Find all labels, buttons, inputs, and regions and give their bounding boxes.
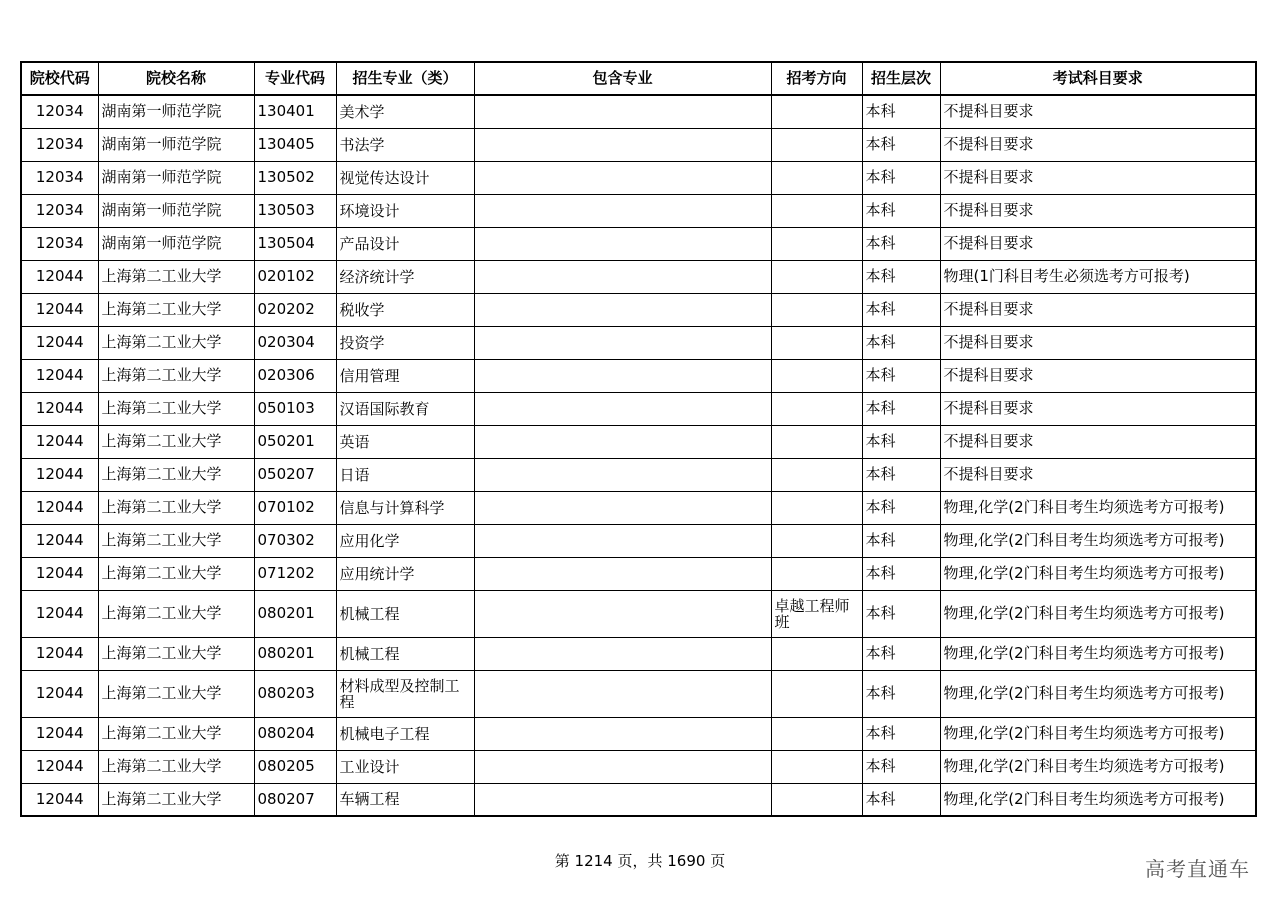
- cell-direction: [771, 458, 862, 491]
- table-row: [21, 717, 1256, 750]
- cell-major-code: 080204: [254, 717, 336, 750]
- cell-school-code: 12034: [21, 194, 98, 227]
- cell-level: 本科: [862, 359, 940, 392]
- header-major: 招生专业（类）: [336, 62, 474, 95]
- cell-level: 本科: [862, 260, 940, 293]
- cell-direction: [771, 425, 862, 458]
- cell-requirement: 不提科目要求: [940, 95, 1256, 128]
- table-row: [21, 194, 1256, 227]
- cell-school-name: 上海第二工业大学: [98, 392, 254, 425]
- table-row: [21, 227, 1256, 260]
- header-level: 招生层次: [862, 62, 940, 95]
- cell-includes: [474, 359, 771, 392]
- cell-level: 本科: [862, 557, 940, 590]
- header-school-code: 院校代码: [21, 62, 98, 95]
- cell-requirement: 物理,化学(2门科目考生均须选考方可报考): [940, 783, 1256, 816]
- cell-major-code: 130502: [254, 161, 336, 194]
- cell-major: 产品设计: [336, 227, 474, 260]
- cell-direction: [771, 326, 862, 359]
- cell-direction: [771, 557, 862, 590]
- cell-major-code: 070302: [254, 524, 336, 557]
- cell-school-code: 12044: [21, 425, 98, 458]
- cell-direction: [771, 194, 862, 227]
- cell-school-code: 12044: [21, 359, 98, 392]
- cell-major: 机械工程: [336, 637, 474, 670]
- header-major-code: 专业代码: [254, 62, 336, 95]
- cell-includes: [474, 326, 771, 359]
- table-row: [21, 524, 1256, 557]
- cell-major: 应用统计学: [336, 557, 474, 590]
- cell-requirement: 物理,化学(2门科目考生均须选考方可报考): [940, 524, 1256, 557]
- table-row: [21, 458, 1256, 491]
- cell-school-code: 12044: [21, 326, 98, 359]
- cell-school-code: 12044: [21, 524, 98, 557]
- cell-level: 本科: [862, 491, 940, 524]
- cell-direction: [771, 95, 862, 128]
- cell-major-code: 080205: [254, 750, 336, 783]
- cell-requirement: 不提科目要求: [940, 326, 1256, 359]
- table-row: [21, 293, 1256, 326]
- table-row: [21, 670, 1256, 717]
- cell-includes: [474, 425, 771, 458]
- cell-requirement: 物理,化学(2门科目考生均须选考方可报考): [940, 717, 1256, 750]
- cell-major: 美术学: [336, 95, 474, 128]
- cell-school-code: 12044: [21, 590, 98, 637]
- cell-school-name: 上海第二工业大学: [98, 717, 254, 750]
- cell-major-code: 080207: [254, 783, 336, 816]
- header-includes: 包含专业: [474, 62, 771, 95]
- cell-includes: [474, 557, 771, 590]
- cell-major: 日语: [336, 458, 474, 491]
- cell-level: 本科: [862, 95, 940, 128]
- cell-major: 工业设计: [336, 750, 474, 783]
- cell-level: 本科: [862, 717, 940, 750]
- cell-school-name: 上海第二工业大学: [98, 260, 254, 293]
- table-row: [21, 359, 1256, 392]
- table-row: [21, 326, 1256, 359]
- cell-level: 本科: [862, 458, 940, 491]
- cell-includes: [474, 260, 771, 293]
- cell-includes: [474, 590, 771, 637]
- cell-includes: [474, 717, 771, 750]
- cell-school-code: 12034: [21, 95, 98, 128]
- cell-level: 本科: [862, 783, 940, 816]
- cell-school-code: 12044: [21, 717, 98, 750]
- cell-school-code: 12044: [21, 491, 98, 524]
- cell-requirement: 物理,化学(2门科目考生均须选考方可报考): [940, 670, 1256, 717]
- cell-includes: [474, 227, 771, 260]
- page-number: 第 1214 页，共 1690 页: [554, 852, 726, 870]
- cell-major: 税收学: [336, 293, 474, 326]
- table-row: [21, 392, 1256, 425]
- table-row: [21, 783, 1256, 816]
- cell-school-code: 12044: [21, 783, 98, 816]
- cell-school-code: 12044: [21, 458, 98, 491]
- cell-school-code: 12044: [21, 557, 98, 590]
- cell-major-code: 071202: [254, 557, 336, 590]
- table-row: [21, 425, 1256, 458]
- cell-direction: [771, 717, 862, 750]
- cell-level: 本科: [862, 128, 940, 161]
- cell-level: 本科: [862, 227, 940, 260]
- cell-major: 视觉传达设计: [336, 161, 474, 194]
- cell-major: 机械工程: [336, 590, 474, 637]
- cell-major-code: 080201: [254, 590, 336, 637]
- cell-requirement: 不提科目要求: [940, 293, 1256, 326]
- cell-major: 信息与计算科学: [336, 491, 474, 524]
- cell-school-name: 上海第二工业大学: [98, 590, 254, 637]
- cell-level: 本科: [862, 326, 940, 359]
- cell-includes: [474, 161, 771, 194]
- cell-school-name: 湖南第一师范学院: [98, 227, 254, 260]
- cell-school-name: 上海第二工业大学: [98, 293, 254, 326]
- enrollment-table: [20, 61, 1257, 817]
- cell-level: 本科: [862, 670, 940, 717]
- cell-major: 书法学: [336, 128, 474, 161]
- cell-level: 本科: [862, 425, 940, 458]
- cell-direction: [771, 128, 862, 161]
- cell-requirement: 不提科目要求: [940, 194, 1256, 227]
- cell-major: 投资学: [336, 326, 474, 359]
- cell-direction: [771, 227, 862, 260]
- cell-school-name: 湖南第一师范学院: [98, 95, 254, 128]
- table-row: [21, 637, 1256, 670]
- cell-direction: [771, 750, 862, 783]
- cell-major-code: 080201: [254, 637, 336, 670]
- cell-includes: [474, 128, 771, 161]
- cell-major-code: 020306: [254, 359, 336, 392]
- cell-direction: [771, 293, 862, 326]
- cell-includes: [474, 392, 771, 425]
- table-row: [21, 128, 1256, 161]
- cell-direction: [771, 491, 862, 524]
- cell-school-code: 12044: [21, 392, 98, 425]
- cell-major-code: 050207: [254, 458, 336, 491]
- cell-requirement: 不提科目要求: [940, 359, 1256, 392]
- header-school-name: 院校名称: [98, 62, 254, 95]
- cell-direction: [771, 524, 862, 557]
- cell-school-name: 上海第二工业大学: [98, 326, 254, 359]
- table-row: [21, 590, 1256, 637]
- cell-school-name: 上海第二工业大学: [98, 557, 254, 590]
- cell-major-code: 020102: [254, 260, 336, 293]
- cell-includes: [474, 524, 771, 557]
- cell-school-name: 上海第二工业大学: [98, 670, 254, 717]
- cell-school-name: 湖南第一师范学院: [98, 161, 254, 194]
- header-requirement: 考试科目要求: [940, 62, 1256, 95]
- cell-requirement: 不提科目要求: [940, 392, 1256, 425]
- cell-requirement: 物理,化学(2门科目考生均须选考方可报考): [940, 750, 1256, 783]
- cell-school-name: 湖南第一师范学院: [98, 194, 254, 227]
- cell-school-name: 上海第二工业大学: [98, 750, 254, 783]
- watermark-logo: 高考直通车: [1145, 857, 1250, 881]
- cell-major-code: 130504: [254, 227, 336, 260]
- cell-major-code: 130401: [254, 95, 336, 128]
- cell-major-code: 070102: [254, 491, 336, 524]
- cell-level: 本科: [862, 524, 940, 557]
- cell-major-code: 020202: [254, 293, 336, 326]
- cell-major: 汉语国际教育: [336, 392, 474, 425]
- cell-level: 本科: [862, 194, 940, 227]
- cell-direction: [771, 260, 862, 293]
- cell-major: 机械电子工程: [336, 717, 474, 750]
- table-row: [21, 260, 1256, 293]
- cell-includes: [474, 458, 771, 491]
- cell-requirement: 物理(1门科目考生必须选考方可报考): [940, 260, 1256, 293]
- cell-includes: [474, 95, 771, 128]
- cell-requirement: 物理,化学(2门科目考生均须选考方可报考): [940, 557, 1256, 590]
- cell-school-name: 上海第二工业大学: [98, 637, 254, 670]
- cell-level: 本科: [862, 750, 940, 783]
- cell-school-name: 上海第二工业大学: [98, 524, 254, 557]
- cell-school-code: 12034: [21, 128, 98, 161]
- cell-direction: [771, 637, 862, 670]
- cell-school-name: 上海第二工业大学: [98, 491, 254, 524]
- cell-requirement: 物理,化学(2门科目考生均须选考方可报考): [940, 590, 1256, 637]
- cell-direction: [771, 392, 862, 425]
- cell-requirement: 不提科目要求: [940, 227, 1256, 260]
- cell-requirement: 不提科目要求: [940, 128, 1256, 161]
- cell-major: 环境设计: [336, 194, 474, 227]
- table-row: [21, 95, 1256, 128]
- cell-major-code: 050103: [254, 392, 336, 425]
- cell-major-code: 080203: [254, 670, 336, 717]
- cell-requirement: 物理,化学(2门科目考生均须选考方可报考): [940, 637, 1256, 670]
- cell-requirement: 物理,化学(2门科目考生均须选考方可报考): [940, 491, 1256, 524]
- cell-includes: [474, 783, 771, 816]
- cell-school-name: 上海第二工业大学: [98, 783, 254, 816]
- cell-major-code: 020304: [254, 326, 336, 359]
- cell-requirement: 不提科目要求: [940, 458, 1256, 491]
- cell-requirement: 不提科目要求: [940, 161, 1256, 194]
- table-row: [21, 491, 1256, 524]
- cell-major: 经济统计学: [336, 260, 474, 293]
- cell-school-code: 12044: [21, 637, 98, 670]
- cell-major-code: 130503: [254, 194, 336, 227]
- cell-major: 材料成型及控制工程: [336, 670, 474, 717]
- cell-direction: [771, 359, 862, 392]
- cell-school-name: 上海第二工业大学: [98, 359, 254, 392]
- table-row: [21, 557, 1256, 590]
- cell-includes: [474, 637, 771, 670]
- cell-level: 本科: [862, 392, 940, 425]
- cell-major-code: 130405: [254, 128, 336, 161]
- table-row: [21, 161, 1256, 194]
- cell-includes: [474, 491, 771, 524]
- cell-includes: [474, 293, 771, 326]
- cell-major: 车辆工程: [336, 783, 474, 816]
- cell-major: 英语: [336, 425, 474, 458]
- cell-includes: [474, 670, 771, 717]
- cell-major: 信用管理: [336, 359, 474, 392]
- cell-level: 本科: [862, 590, 940, 637]
- cell-level: 本科: [862, 293, 940, 326]
- cell-direction: 卓越工程师班: [771, 590, 862, 637]
- cell-level: 本科: [862, 637, 940, 670]
- cell-direction: [771, 783, 862, 816]
- header-direction: 招考方向: [771, 62, 862, 95]
- cell-school-name: 湖南第一师范学院: [98, 128, 254, 161]
- cell-level: 本科: [862, 161, 940, 194]
- cell-school-code: 12044: [21, 260, 98, 293]
- cell-school-code: 12034: [21, 161, 98, 194]
- cell-school-code: 12044: [21, 293, 98, 326]
- cell-direction: [771, 161, 862, 194]
- cell-requirement: 不提科目要求: [940, 425, 1256, 458]
- cell-school-code: 12044: [21, 750, 98, 783]
- cell-school-code: 12044: [21, 670, 98, 717]
- cell-includes: [474, 750, 771, 783]
- cell-direction: [771, 670, 862, 717]
- table-row: [21, 750, 1256, 783]
- cell-school-code: 12034: [21, 227, 98, 260]
- cell-school-name: 上海第二工业大学: [98, 425, 254, 458]
- cell-school-name: 上海第二工业大学: [98, 458, 254, 491]
- table-header-row: [21, 62, 1256, 95]
- cell-includes: [474, 194, 771, 227]
- cell-major: 应用化学: [336, 524, 474, 557]
- cell-major-code: 050201: [254, 425, 336, 458]
